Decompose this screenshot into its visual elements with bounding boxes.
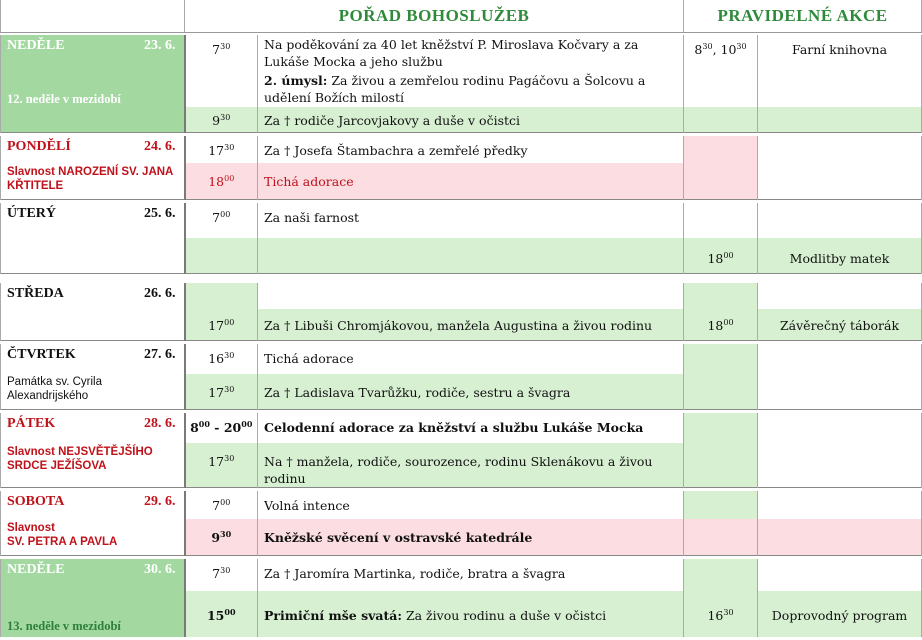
- service-time: $17^{00}$: [185, 309, 258, 340]
- events-title: PRAVIDELNÉ AKCE: [684, 0, 922, 32]
- service-text: Na poděkování za 40 let kněžství P. Miroslava Kočvary a za Lukáše Mocka a jeho službu 2. úmysl: Za živou a zemřelou rodinu Pagáčovu a Šolcovu a udělení Božích milostí: [258, 35, 684, 107]
- event-time: $8^{30}$, $10^{30}$: [684, 35, 758, 107]
- header-empty-cell: [1, 0, 185, 32]
- service-time: $9^{30}$: [185, 519, 258, 555]
- service-time: $17^{30}$: [185, 374, 258, 410]
- service-time: $7^{30}$: [185, 35, 258, 107]
- service-text: Za † rodiče Jarcovjakovy a duše v očistci: [258, 107, 684, 133]
- day-subtitle: Slavnost NAROZENÍ SV. JANA KŘTITELE: [7, 166, 173, 192]
- event-name: Závěrečný táborák: [758, 309, 922, 340]
- day-date: 28. 6.: [144, 416, 176, 431]
- service-time: $7^{30}$: [185, 559, 258, 591]
- service-text: Tichá adorace: [258, 163, 684, 199]
- service-text: Celodenní adorace za kněžství a službu Lukáše Mocka: [258, 413, 684, 443]
- day-date: 23. 6.: [144, 37, 176, 53]
- day-cell-wednesday: [1, 283, 185, 340]
- day-name: SOBOTA: [7, 494, 65, 509]
- day-subtitle: 12. neděle v mezidobí: [7, 91, 121, 106]
- service-time: $16^{30}$: [185, 344, 258, 374]
- day-name: PONDĚLÍ: [7, 139, 71, 154]
- service-text: Za † Jaromíra Martinka, rodiče, bratra a švagra: [258, 559, 684, 591]
- day-name: ÚTERÝ: [7, 205, 57, 221]
- day-name: NEDĚLE: [7, 37, 65, 53]
- event-time: $16^{30}$: [684, 591, 758, 637]
- event-name: Farní knihovna: [758, 35, 922, 107]
- service-text: Za † Libuši Chromjákovou, manžela Augustina a živou rodinu: [258, 309, 684, 340]
- service-time: $9^{30}$: [185, 107, 258, 133]
- service-text: Primiční mše svatá: Za živou rodinu a duše v očistci: [258, 591, 684, 637]
- service-text: Na † manžela, rodiče, sourozence, rodinu Sklenákovu a živou rodinu: [258, 443, 684, 488]
- day-subtitle: Památka sv. Cyrila Alexandrijského: [7, 375, 103, 402]
- service-time: $7^{00}$: [185, 491, 258, 519]
- day-cell-saturday: [1, 491, 185, 555]
- day-date: 27. 6.: [144, 346, 176, 362]
- day-date: 29. 6.: [144, 494, 176, 509]
- service-time: $17^{30}$: [185, 443, 258, 488]
- day-date: 30. 6.: [144, 561, 176, 577]
- day-cell-tuesday: [1, 203, 185, 274]
- day-name: NEDĚLE: [7, 561, 65, 577]
- day-name: ČTVRTEK: [7, 346, 76, 362]
- day-date: 26. 6.: [144, 286, 176, 301]
- day-cell-friday: [1, 413, 185, 488]
- day-row: [1, 35, 922, 107]
- event-time: $18^{00}$: [684, 309, 758, 340]
- service-time: $18^{00}$: [185, 163, 258, 199]
- day-date: 24. 6.: [144, 139, 176, 154]
- service-time: $7^{00}$: [185, 203, 258, 238]
- day-subtitle-2: SV. PETRA A PAVLA: [7, 536, 118, 548]
- day-subtitle-1: Slavnost: [7, 522, 55, 534]
- day-cell-sunday-30: [1, 559, 185, 637]
- services-title: POŘAD BOHOSLUŽEB: [185, 0, 684, 32]
- day-cell-thursday: [1, 344, 185, 410]
- day-name: STŘEDA: [7, 286, 64, 301]
- day-name: PÁTEK: [7, 416, 56, 431]
- service-time: $17^{30}$: [185, 136, 258, 163]
- service-text: Za † Josefa Štambachra a zemřelé předky: [258, 136, 684, 163]
- event-name: Doprovodný program: [758, 591, 922, 637]
- service-text: Tichá adorace: [258, 344, 684, 374]
- day-subtitle: Slavnost NEJSVĚTĚJŠÍHO SRDCE JEŽÍŠOVA: [7, 446, 153, 472]
- service-time: $8^{00} - 20^{00}$: [185, 413, 258, 443]
- day-cell-monday: [1, 136, 185, 199]
- service-text: Volná intence: [258, 491, 684, 519]
- event-time: $18^{00}$: [684, 238, 758, 274]
- day-date: 25. 6.: [144, 205, 176, 221]
- service-text: Za † Ladislava Tvarůžku, rodiče, sestru a švagra: [258, 374, 684, 410]
- event-name: Modlitby matek: [758, 238, 922, 274]
- day-cell-sunday-23: [1, 35, 185, 133]
- day-subtitle: 13. neděle v mezidobí: [7, 618, 121, 633]
- service-text: Za naši farnost: [258, 203, 684, 238]
- service-text: Kněžské svěcení v ostravské katedrále: [258, 519, 684, 555]
- service-time: $15^{00}$: [185, 591, 258, 637]
